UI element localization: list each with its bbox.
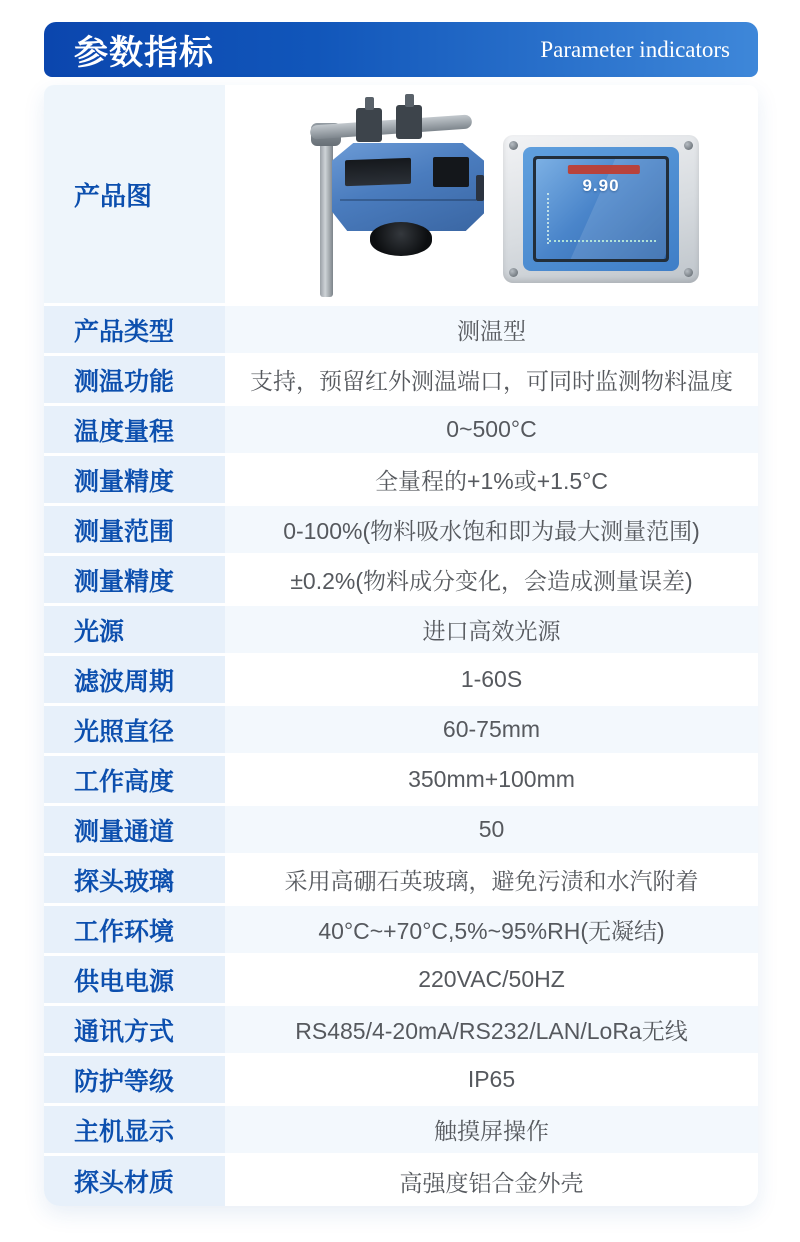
spec-label: 测温功能 [44, 356, 225, 406]
spec-value: 触摸屏操作 [225, 1106, 758, 1156]
screw-icon [509, 141, 518, 150]
spec-label: 产品类型 [44, 306, 225, 356]
side-connector [476, 175, 484, 201]
spec-label: 滤波周期 [44, 656, 225, 706]
section-title-zh: 参数指标 [74, 34, 214, 72]
spec-label: 防护等级 [44, 1056, 225, 1106]
spec-value: 0-100%(物料吸水饱和即为最大测量范围) [225, 506, 758, 556]
spec-row [44, 456, 758, 506]
chart-trend-line [549, 240, 656, 242]
spec-value: 50 [225, 806, 758, 856]
spec-label: 测量精度 [44, 456, 225, 506]
spec-row [44, 956, 758, 1006]
spec-value: 40°C~+70°C,5%~95%RH(无凝结) [225, 906, 758, 956]
spec-row [44, 306, 758, 356]
spec-row [44, 406, 758, 456]
screen-reading: 9.90 [582, 176, 620, 195]
controller-enclosure [503, 135, 699, 283]
spec-row [44, 756, 758, 806]
spec-label: 探头玻璃 [44, 856, 225, 906]
product-image-label: 产品图 [44, 85, 225, 306]
spec-value: 采用高硼石英玻璃，避免污渍和水汽附着 [225, 856, 758, 906]
spec-value: 进口高效光源 [225, 606, 758, 656]
spec-value: 全量程的+1%或+1.5°C [225, 456, 758, 506]
screw-icon [684, 141, 693, 150]
spec-row [44, 906, 758, 956]
screw-icon [509, 268, 518, 277]
spec-label: 主机显示 [44, 1106, 225, 1156]
sensor-housing [332, 143, 484, 231]
screen-frame [533, 156, 669, 262]
spec-value: 高强度铝合金外壳 [225, 1156, 758, 1206]
mount-pole [320, 135, 333, 297]
spec-value: ±0.2%(物料成分变化，会造成测量误差) [225, 556, 758, 606]
spec-row [44, 806, 758, 856]
spec-label: 通讯方式 [44, 1006, 225, 1056]
spec-rows-container [44, 306, 758, 1206]
section-title-en: Parameter indicators [540, 36, 730, 62]
crossbar-clamp [396, 105, 422, 139]
mount-crossbar [310, 114, 473, 139]
product-image-row [44, 85, 758, 306]
controller-device-photo [503, 135, 699, 283]
spec-label: 测量范围 [44, 506, 225, 556]
spec-label: 测量通道 [44, 806, 225, 856]
spec-row [44, 606, 758, 656]
spec-row [44, 1006, 758, 1056]
sensor-window-left [345, 158, 411, 186]
touchscreen [536, 159, 666, 259]
spec-label: 测量精度 [44, 556, 225, 606]
spec-row [44, 1056, 758, 1106]
spec-label: 光照直径 [44, 706, 225, 756]
spec-row [44, 856, 758, 906]
sensor-window-right [433, 157, 469, 187]
screen-glare [551, 159, 666, 259]
clamp-bolt [365, 97, 374, 110]
spec-row [44, 356, 758, 406]
chart-axis [547, 193, 549, 244]
spec-label: 温度量程 [44, 406, 225, 456]
spec-row [44, 556, 758, 606]
spec-row [44, 706, 758, 756]
spec-value: 0~500°C [225, 406, 758, 456]
spec-value: IP65 [225, 1056, 758, 1106]
spec-row [44, 656, 758, 706]
spec-value: 测温型 [225, 306, 758, 356]
section-header [44, 22, 758, 77]
spec-value: 支持，预留红外测温端口，可同时监测物料温度 [225, 356, 758, 406]
spec-card [44, 85, 758, 1206]
spec-row [44, 1156, 758, 1206]
spec-row [44, 1106, 758, 1156]
spec-label: 工作环境 [44, 906, 225, 956]
screen-title-bar [568, 165, 640, 174]
spec-value: 1-60S [225, 656, 758, 706]
spec-label: 探头材质 [44, 1156, 225, 1206]
spec-value: RS485/4-20mA/RS232/LAN/LoRa无线 [225, 1006, 758, 1056]
spec-value: 350mm+100mm [225, 756, 758, 806]
spec-value: 220VAC/50HZ [225, 956, 758, 1006]
spec-label: 光源 [44, 606, 225, 656]
screw-icon [684, 268, 693, 277]
sensor-device-photo [280, 91, 495, 299]
camera-lens [370, 222, 432, 256]
clamp-bolt [405, 94, 414, 107]
spec-row [44, 506, 758, 556]
crossbar-clamp [356, 108, 382, 142]
spec-value: 60-75mm [225, 706, 758, 756]
spec-label: 供电电源 [44, 956, 225, 1006]
spec-label: 工作高度 [44, 756, 225, 806]
housing-seam [340, 199, 476, 201]
product-photos [225, 85, 758, 306]
screen-bezel [523, 147, 679, 271]
